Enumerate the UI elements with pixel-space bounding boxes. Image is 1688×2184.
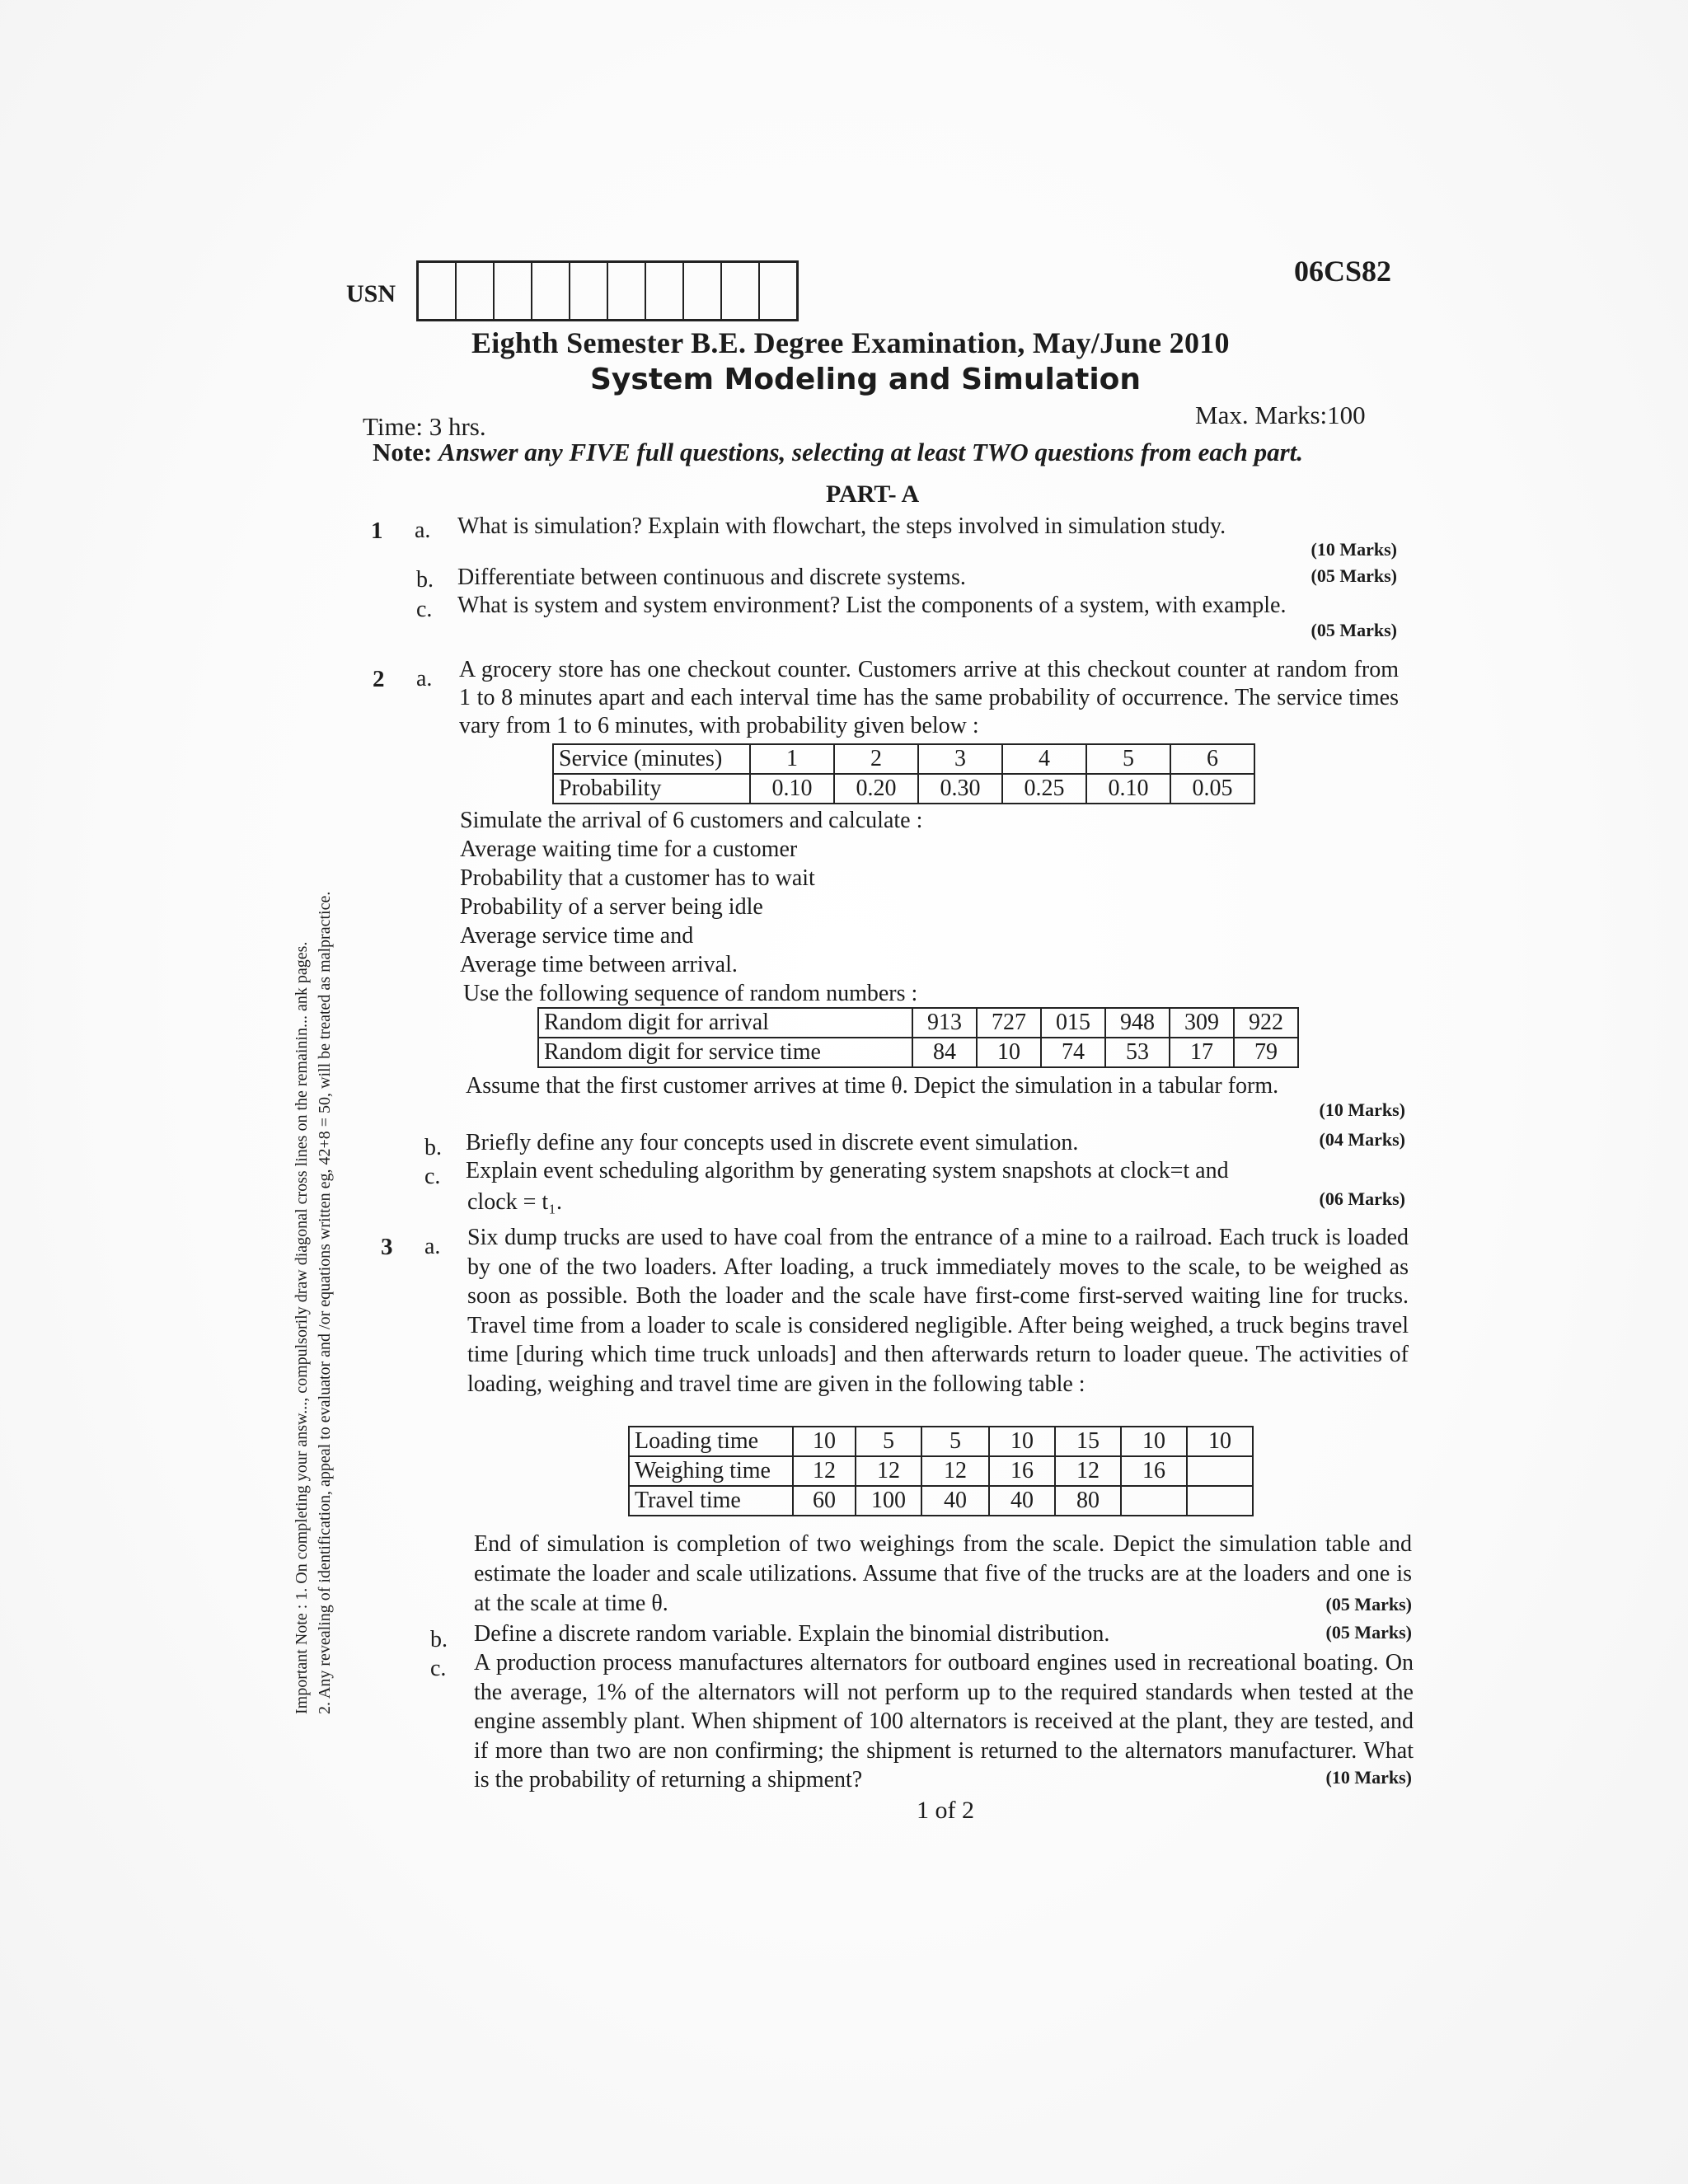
q2a-text: A grocery store has one checkout counter. Customers arrive at this checkout counter at random from 1 to 8 minutes apart and each interval time has the same probability of occurrence. The service times vary from 1 to 6 minutes, with probability given below : [459,657,1399,738]
table-cell: 913 [912,1008,977,1038]
usn-cell [570,263,608,319]
q3a-text: Six dump trucks are used to have coal from the entrance of a mine to a railroad. Each truck is loaded by one of the two loaders. After loading, a truck immediately moves to the scale, to be weighed as soon as possible. Both the loader and the scale have first-come first-served waiting line for trucks. Travel time from a loader to scale is considered negligible. After being weighed, a truck begins travel time [during which time truck unloads] and then afterwards return to loader queue. The activities of loading, weighing and travel time are given in the following table : [467,1225,1409,1397]
random-numbers-instruction: Use the following sequence of random numbers : [463,981,918,1006]
subject-title: System Modeling and Simulation [590,363,1142,396]
sub-label: b. [430,1627,448,1652]
sub-label: a. [424,1234,441,1259]
list-item: Average time between arrival. [460,952,738,977]
table-cell: 2 [834,744,918,774]
margin-note-line2: 2. Any revealing of identification, appeal to evaluator and /or equations written eg, 42+8 = 50, will be treated as malpractice. [316,891,334,1714]
row-header: Loading time [629,1427,793,1456]
usn-cell [722,263,760,319]
table-cell: 3 [918,744,1002,774]
q3c-text: A production process manufactures alternators for outboard engines used in recreational boating. On the average, 1% of the alternators will not perform up to the required standards when tested at the engine assembly plant. When shipment of 100 alternators is received at the plant, they are tested, and if more than two are non confirming; the shipment is returned to the alternators manufacturer. What is the probability of returning a shipment? [474,1650,1414,1793]
row-header: Service (minutes) [553,744,750,774]
table-cell [1187,1456,1253,1486]
table-cell: 12 [793,1456,856,1486]
q2a-marks: (10 Marks) [1319,1099,1405,1120]
q1b-text: Differentiate between continuous and discrete systems. [457,565,966,590]
sub-label: b. [424,1135,442,1160]
table-cell: 15 [1055,1427,1121,1456]
time-allowed: Time: 3 hrs. [363,412,486,441]
table-cell: 40 [989,1486,1055,1516]
q3b-marks: (05 Marks) [1325,1622,1412,1643]
simulate-instruction: Simulate the arrival of 6 customers and calculate : [460,808,923,833]
table-cell: 12 [921,1456,989,1486]
row-header: Random digit for arrival [538,1008,912,1038]
question-number: 3 [381,1234,393,1260]
table-cell: 5 [856,1427,921,1456]
list-item: Average service time and [460,923,694,949]
table-cell: 60 [793,1486,856,1516]
table-cell: 12 [1055,1456,1121,1486]
part-heading: PART- A [826,480,920,508]
usn-cell [457,263,495,319]
table-cell: 5 [921,1427,989,1456]
q1a-marks: (10 Marks) [1311,539,1397,560]
usn-cell [419,263,457,319]
exam-title: Eighth Semester B.E. Degree Examination, May/June 2010 [471,326,1230,359]
table-cell: 0.10 [750,774,834,804]
usn-cell [532,263,570,319]
table-cell: 10 [1121,1427,1187,1456]
table-cell: 12 [856,1456,921,1486]
table-cell: 10 [989,1427,1055,1456]
table-cell [1187,1486,1253,1516]
row-header: Random digit for service time [538,1038,912,1067]
sub-label: c. [416,597,433,622]
q3b-text: Define a discrete random variable. Explain the binomial distribution. [474,1621,1110,1647]
usn-cell [608,263,646,319]
table-cell: 948 [1105,1008,1170,1038]
table-cell: 1 [750,744,834,774]
list-item: Probability that a customer has to wait [460,865,815,891]
margin-important-note [290,560,336,1714]
table-cell: 53 [1105,1038,1170,1067]
table-cell: 4 [1002,744,1086,774]
usn-cell [684,263,722,319]
q1a-text: What is simulation? Explain with flowchart, the steps involved in simulation study. [457,513,1226,539]
sub-label: c. [424,1164,441,1189]
table-cell: 0.20 [834,774,918,804]
q2c-text-line2: clock = t₁. [467,1189,562,1215]
table-cell: 74 [1041,1038,1105,1067]
table-cell [1121,1486,1187,1516]
usn-cell [760,263,796,319]
table-cell: 80 [1055,1486,1121,1516]
subject-code: 06CS82 [1294,255,1392,288]
q3a-marks: (05 Marks) [1325,1594,1412,1615]
sub-label: a. [416,666,433,691]
table-cell: 5 [1086,744,1170,774]
table-cell: 10 [977,1038,1041,1067]
table-cell: 84 [912,1038,977,1067]
table-cell: 0.05 [1170,774,1254,804]
random-digits-table [537,1007,1299,1068]
page-number: 1 of 2 [917,1797,974,1824]
table-cell: 6 [1170,744,1254,774]
row-header: Probability [553,774,750,804]
table-row [629,1427,1253,1456]
table-cell: 16 [989,1456,1055,1486]
q2b-text: Briefly define any four concepts used in discrete event simulation. [466,1130,1079,1155]
table-cell: 0.25 [1002,774,1086,804]
q2c-marks: (06 Marks) [1319,1188,1405,1209]
truck-times-table [628,1426,1254,1516]
table-cell: 309 [1170,1008,1234,1038]
table-cell: 79 [1234,1038,1298,1067]
assumption-text: Assume that the first customer arrives at time θ. Depict the simulation in a tabular form. [466,1073,1279,1099]
sub-label: b. [416,567,434,593]
table-cell: 015 [1041,1008,1105,1038]
table-cell: 0.10 [1086,774,1170,804]
q2b-marks: (04 Marks) [1319,1129,1405,1150]
note-text: Answer any FIVE full questions, selecting at least TWO questions from each part. [438,438,1304,466]
table-cell: 40 [921,1486,989,1516]
table-cell: 100 [856,1486,921,1516]
table-cell: 0.30 [918,774,1002,804]
list-item: Probability of a server being idle [460,894,763,920]
table-cell: 10 [1187,1427,1253,1456]
table-row [538,1038,1298,1067]
row-header: Weighing time [629,1456,793,1486]
usn-cell [646,263,684,319]
note-label: Note: [373,438,433,466]
row-header: Travel time [629,1486,793,1516]
instructions-note [373,438,1303,467]
table-row [629,1456,1253,1486]
question-number: 1 [371,518,383,544]
service-time-table [552,743,1255,804]
q3c-marks: (10 Marks) [1325,1767,1412,1788]
question-number: 2 [373,666,385,692]
q1b-marks: (05 Marks) [1311,565,1397,586]
q3a-text-after: End of simulation is completion of two weighings from the scale. Depict the simulation table and estimate the loader and scale utilizations. Assume that five of the trucks are at the loaders and one is at the scale at time θ. [474,1531,1412,1616]
table-cell: 10 [793,1427,856,1456]
usn-cell [495,263,532,319]
margin-note-line1: Important Note : 1. On completing your answ..., compulsorily draw diagonal cross lines on the remainin... ank pages. [293,941,311,1714]
max-marks: Max. Marks:100 [1195,401,1366,429]
table-row [538,1008,1298,1038]
table-cell: 922 [1234,1008,1298,1038]
table-cell: 17 [1170,1038,1234,1067]
q1c-text: What is system and system environment? List the components of a system, with example. [457,593,1287,618]
table-row [629,1486,1253,1516]
q1c-marks: (05 Marks) [1311,620,1397,640]
table-row [553,744,1254,774]
table-row [553,774,1254,804]
table-cell: 16 [1121,1456,1187,1486]
q2c-text: Explain event scheduling algorithm by generating system snapshots at clock=t and [466,1158,1229,1183]
usn-boxes [416,260,799,321]
sub-label: a. [415,518,431,543]
sub-label: c. [430,1656,447,1681]
table-cell: 727 [977,1008,1041,1038]
list-item: Average waiting time for a customer [460,837,798,862]
usn-label: USN [346,280,396,307]
